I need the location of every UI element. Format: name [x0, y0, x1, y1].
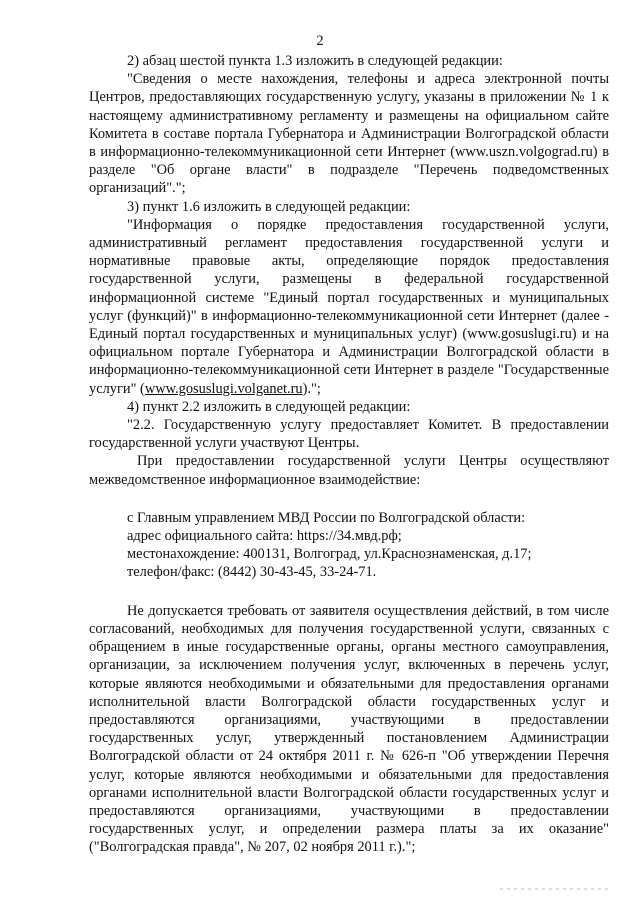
contact-website: адрес официального сайта: https://34.мвд.рф;: [127, 528, 402, 545]
item-3-text: [89, 216, 609, 398]
item-3-text-body: "Информация о порядке предоставления государственной услуги, административный регламент предоставления государственной услуги и нормативные правовые акты, определяющие порядок предоставления государственной услуги, размещены в федеральной государственной информационной системе "Единый портал государственных и муниципальных услуг (функций)" в информационно-телекоммуникационной сети Интернет (далее - Единый портал государственных и муниципальных услуг) (www.gosuslugi.ru) и на официальном портале Губернатора и Администрации Волгоградской области в информационно-телекоммуникационной сети Интернет в разделе "Государственные услуги" (: [89, 216, 609, 397]
document-body: [89, 52, 609, 857]
gosuslugi-volganet-link[interactable]: www.gosuslugi.volganet.ru: [144, 380, 303, 397]
item-3-heading: 3) пункт 1.6 изложить в следующей редакции:: [127, 198, 411, 215]
page-number: 2: [316, 33, 324, 49]
item-3-text-tail: ).";: [302, 380, 321, 397]
scan-smudge: [500, 888, 610, 890]
item-4-text: "2.2. Государственную услугу предоставляет Комитет. В предоставлении государственной услуги участвуют Центры.: [89, 417, 609, 452]
contact-address: местонахождение: 400131, Волгоград, ул.Краснознаменская, д.17;: [127, 546, 532, 563]
item-2-heading: 2) абзац шестой пункта 1.3 изложить в следующей редакции:: [127, 53, 503, 69]
restriction-paragraph: Не допускается требовать от заявителя осуществления действий, в том числе согласований, необходимых для получения государственной услуги, связанных с обращением в иные государственные органы, органы местного самоуправления, организации, за исключением получения услуг, включенных в перечень услуг, которые являются необходимыми и обязательными для предоставления органами исполнительной власти Волгоградской области государственных услуг и предоставляются организациями, участвующими в предоставлении государственных услуг, утвержденный постановлением Администрации Волгоградской области от 24 октября 2011 г. № 626-п "Об утверждении Перечня услуг, которые являются необходимыми и обязательными для предоставления органами исполнительной власти Волгоградской области государственных услуг и предоставляются организациями, участвующими в предоставлении государственных услуг, и определении размера платы за их оказание" ("Волгоградская правда", № 207, 02 ноября 2011 г.).";: [89, 602, 609, 856]
item-2-text: "Сведения о месте нахождения, телефоны и адреса электронной почты Центров, предоставляющих государственную услугу, указаны в приложении № 1 к настоящему административному регламенту и размещены на официальном сайте Комитета в составе портала Губернатора и Администрации Волгоградской области в информационно-телекоммуникационной сети Интернет (www.uszn.volgograd.ru) в разделе "Об органе власти" в подразделе "Перечень подведомственных организаций".";: [89, 71, 609, 197]
item-4-heading: 4) пункт 2.2 изложить в следующей редакции:: [127, 398, 411, 415]
contact-organization: с Главным управлением МВД России по Волгоградской области:: [127, 509, 526, 526]
contact-block: [89, 509, 609, 582]
interaction-paragraph: При предоставлении государственной услуги Центры осуществляют межведомственное информационное взаимодействие:: [89, 453, 609, 488]
contact-phone: телефон/факс: (8442) 30-43-45, 33-24-71.: [127, 564, 377, 581]
